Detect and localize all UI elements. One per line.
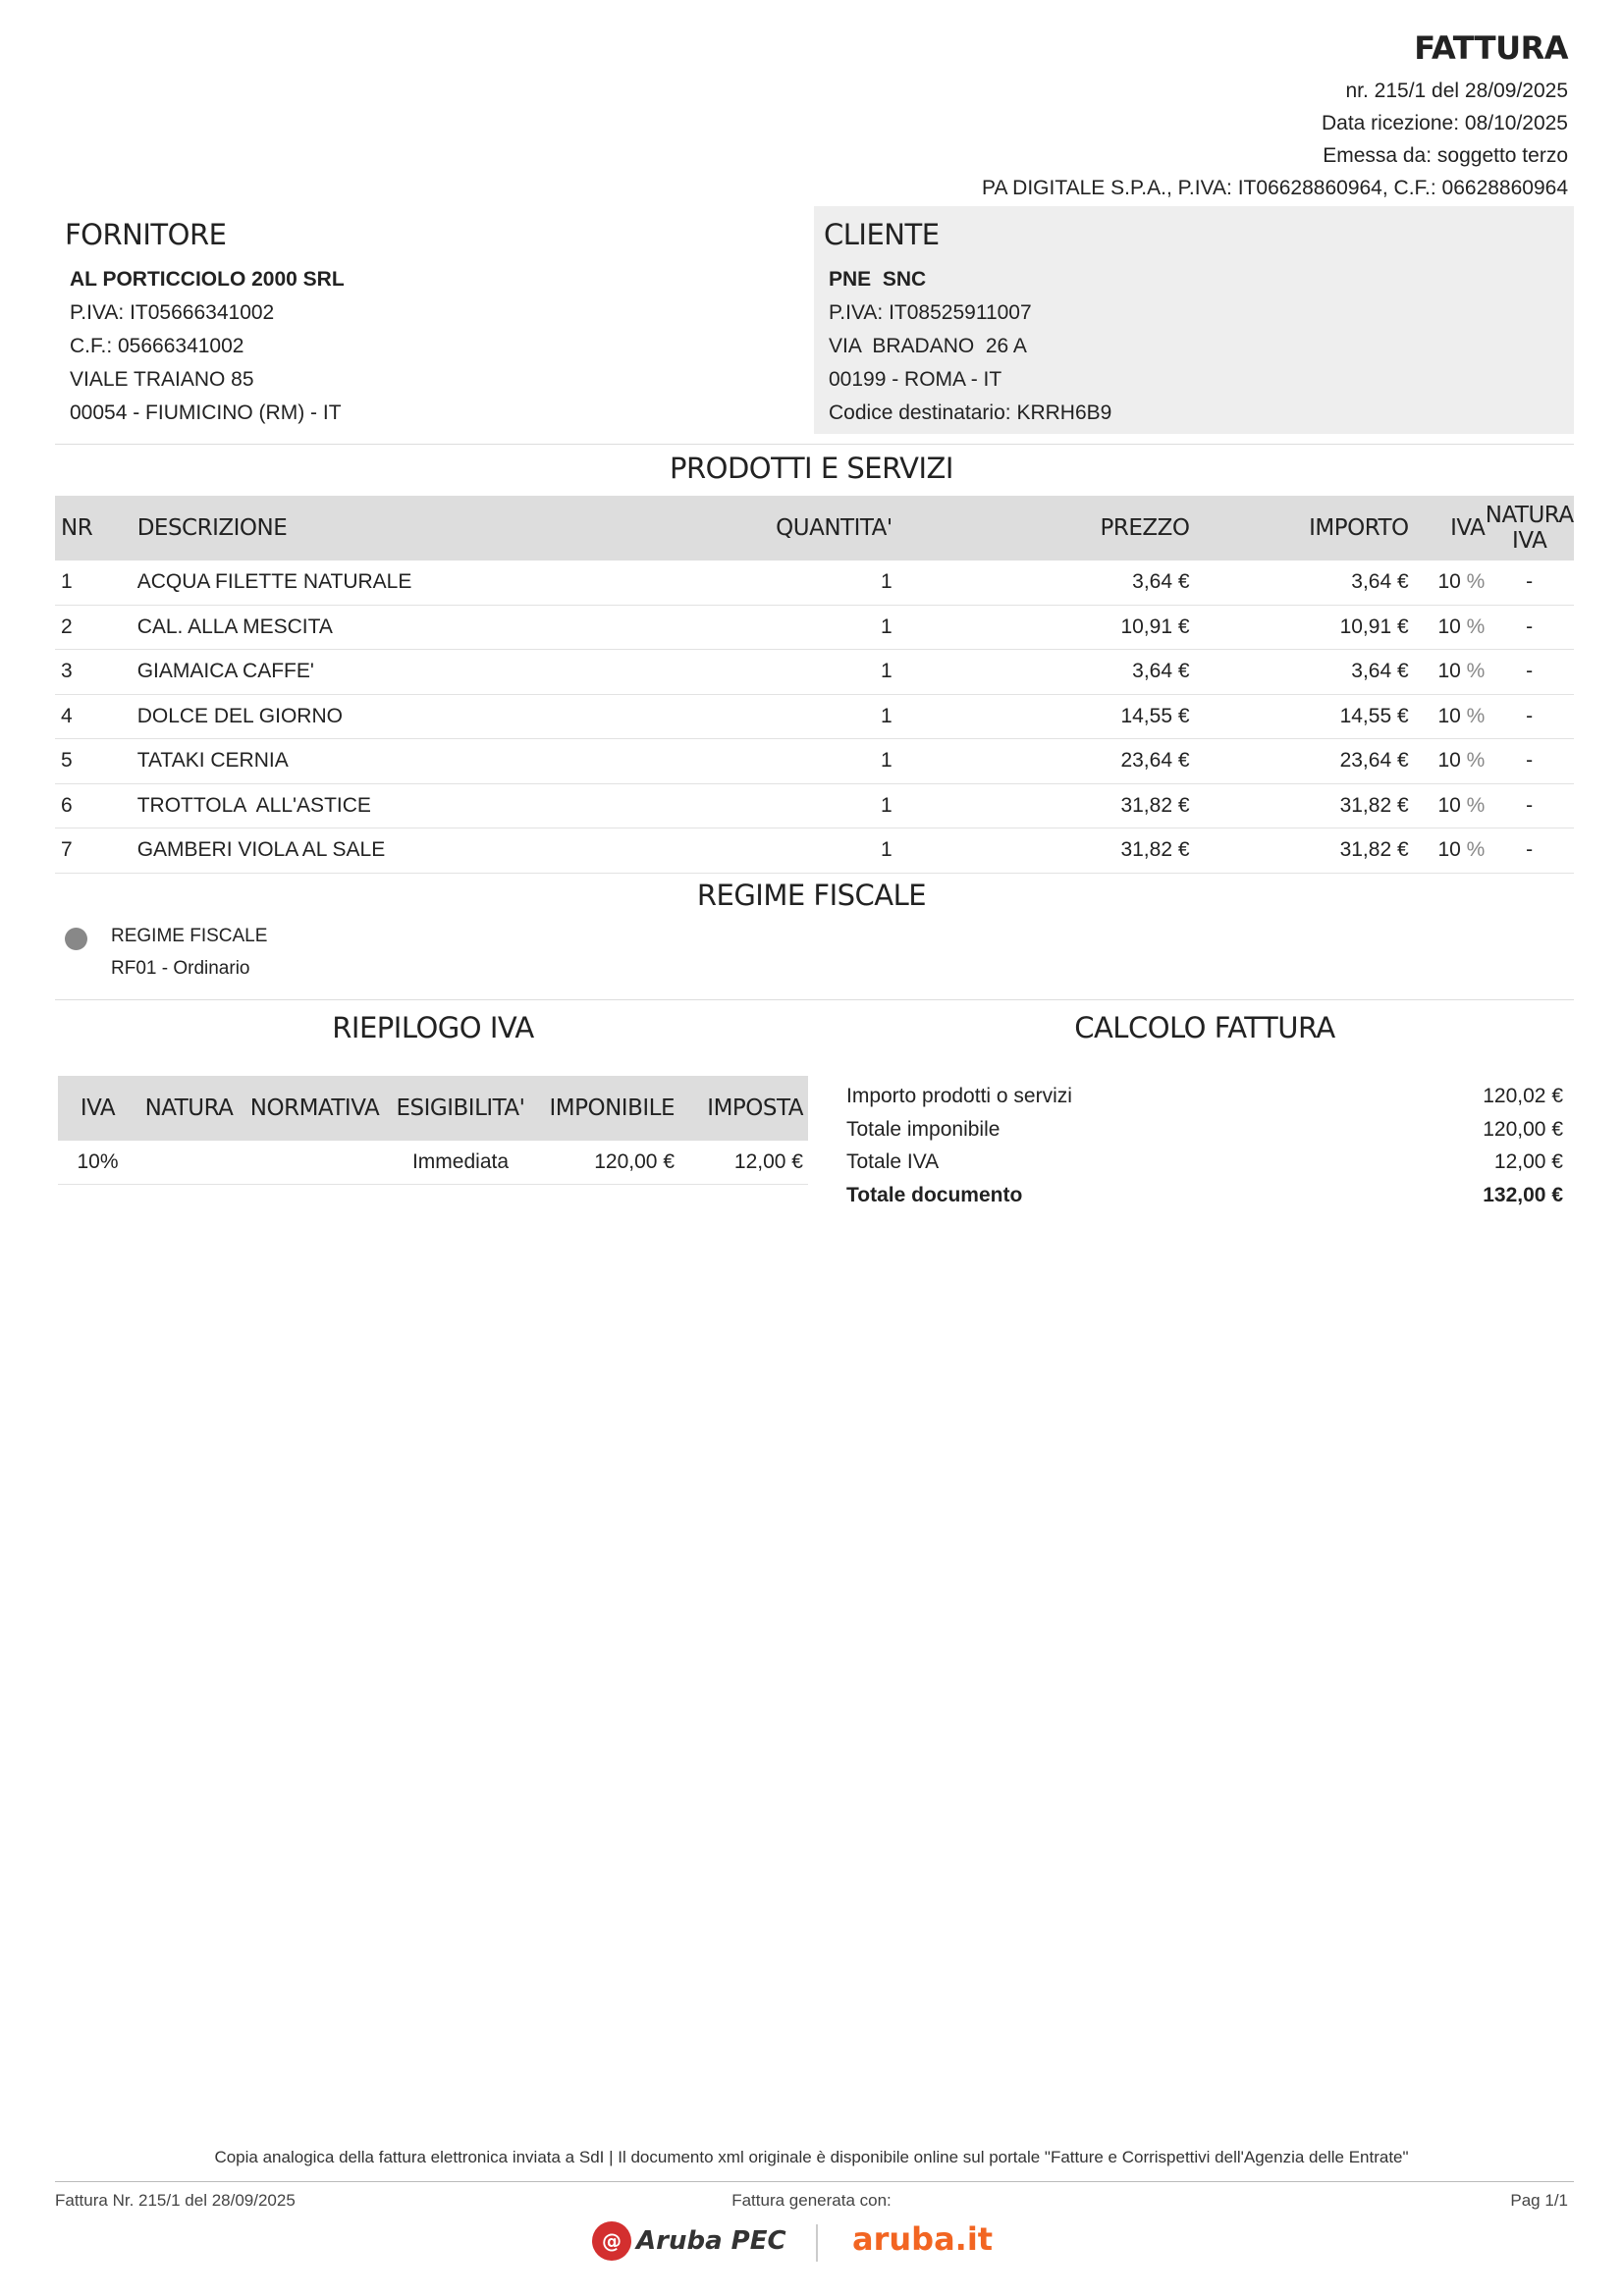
- row-amount: 10,91 €: [1339, 614, 1409, 638]
- table-row: [55, 650, 1574, 695]
- col-imponibile: IMPONIBILE: [549, 1095, 675, 1121]
- client-box: [814, 206, 1574, 434]
- col-norm: NORMATIVA: [249, 1095, 380, 1121]
- row-quantity: 1: [881, 614, 893, 638]
- calc-heading: CALCOLO FATTURA: [1074, 1011, 1335, 1044]
- row-description: TATAKI CERNIA: [136, 749, 289, 773]
- row-amount: 31,82 €: [1339, 838, 1409, 862]
- calc-box: [846, 1080, 1563, 1211]
- row-iva: [1409, 838, 1486, 862]
- supplier-address: VIALE TRAIANO 85: [70, 368, 254, 391]
- footer-logos: [589, 2216, 1001, 2266]
- iva-summary-table: [58, 1076, 808, 1185]
- row-iva: [1409, 660, 1486, 683]
- row-description: CAL. ALLA MESCITA: [136, 614, 333, 638]
- row-iva-percent: %: [1466, 570, 1486, 594]
- row-iva: [1409, 794, 1486, 818]
- document-title: FATTURA: [1414, 29, 1568, 67]
- calc-row-total: [846, 1179, 1563, 1212]
- aruba-it-logo-text: aruba.it: [852, 2220, 994, 2258]
- row-nr: 6: [61, 793, 73, 817]
- footer-generated-with: Fattura generata con:: [731, 2191, 892, 2210]
- row-quantity: 1: [881, 660, 893, 683]
- calc-vat-label: Totale IVA: [846, 1150, 940, 1173]
- row-amount: 23,64 €: [1339, 749, 1409, 773]
- invoice-number: nr. 215/1 del 28/09/2025: [1345, 80, 1568, 102]
- row-iva-value: 10: [1437, 704, 1461, 727]
- aruba-logos-icon: [589, 2216, 1001, 2266]
- col-imposta: IMPOSTA: [707, 1095, 803, 1121]
- client-address: VIA BRADANO 26 A: [829, 335, 1027, 357]
- row-nr: 7: [61, 838, 73, 862]
- row-iva-percent: %: [1466, 660, 1486, 683]
- row-iva-value: 10: [1437, 749, 1461, 773]
- row-iva-percent: %: [1466, 614, 1486, 638]
- row-price: 31,82 €: [1120, 793, 1190, 817]
- reception-date: Data ricezione: 08/10/2025: [1321, 112, 1568, 134]
- iva-rate: 10%: [77, 1150, 119, 1173]
- aruba-pec-logo-text: Aruba PEC: [636, 2226, 786, 2256]
- calc-total-label: Totale documento: [846, 1183, 1023, 1206]
- table-row: [58, 1141, 808, 1185]
- row-description: GIAMAICA CAFFE': [136, 660, 314, 683]
- supplier-name: AL PORTICCIOLO 2000 SRL: [70, 268, 345, 291]
- col-nature: NATURA IVA: [1485, 503, 1574, 554]
- row-price: 10,91 €: [1120, 614, 1190, 638]
- calc-row-products: [846, 1080, 1563, 1113]
- products-table: [55, 496, 1574, 874]
- client-name: PNE SNC: [829, 268, 927, 291]
- footer-note: Copia analogica della fattura elettronica inviata a SdI | Il documento xml originale è disponibile online sul portale "Fatture e Corrispettivi dell'Agenzia delle Entrate": [214, 2148, 1409, 2166]
- row-description: GAMBERI VIOLA AL SALE: [136, 838, 386, 862]
- row-description: ACQUA FILETTE NATURALE: [136, 570, 412, 594]
- row-amount: 3,64 €: [1351, 660, 1409, 683]
- table-row: [55, 695, 1574, 740]
- row-iva: [1409, 615, 1486, 639]
- row-quantity: 1: [881, 704, 893, 727]
- row-iva-percent: %: [1466, 749, 1486, 773]
- row-iva-value: 10: [1437, 570, 1461, 594]
- footer-divider: [55, 2181, 1574, 2182]
- calc-taxable-label: Totale imponibile: [846, 1117, 1001, 1141]
- divider: [55, 444, 1574, 445]
- row-description: TROTTOLA ALL'ASTICE: [136, 793, 371, 817]
- row-iva-percent: %: [1466, 704, 1486, 727]
- col-nature: NATURA: [144, 1095, 234, 1121]
- row-nature: -: [1526, 838, 1534, 862]
- row-quantity: 1: [881, 793, 893, 817]
- client-recipient-code: Codice destinatario: KRRH6B9: [829, 401, 1112, 424]
- calc-row-taxable: [846, 1113, 1563, 1147]
- regime-label: REGIME FISCALE: [111, 926, 268, 946]
- supplier-city: 00054 - FIUMICINO (RM) - IT: [70, 401, 342, 424]
- row-iva: [1409, 570, 1486, 594]
- row-amount: 14,55 €: [1339, 704, 1409, 727]
- row-price: 31,82 €: [1120, 838, 1190, 862]
- supplier-box: [55, 206, 811, 434]
- calc-products-value: 120,02 €: [1483, 1085, 1563, 1107]
- col-iva: IVA: [80, 1095, 116, 1121]
- table-row: [55, 561, 1574, 606]
- row-nature: -: [1526, 749, 1534, 773]
- row-price: 14,55 €: [1120, 704, 1190, 727]
- row-iva: [1409, 749, 1486, 773]
- row-iva-percent: %: [1466, 793, 1486, 817]
- divider: [55, 999, 1574, 1000]
- calc-taxable-value: 120,00 €: [1483, 1117, 1563, 1141]
- aruba-pec-seal-glyph: @: [602, 2229, 622, 2253]
- row-description: DOLCE DEL GIORNO: [136, 704, 343, 727]
- products-heading: PRODOTTI E SERVIZI: [670, 452, 953, 485]
- row-nature: -: [1526, 660, 1534, 683]
- row-quantity: 1: [881, 749, 893, 773]
- table-row: [55, 784, 1574, 829]
- supplier-cf: C.F.: 05666341002: [70, 335, 244, 357]
- client-city: 00199 - ROMA - IT: [829, 368, 1002, 391]
- col-description: DESCRIZIONE: [136, 515, 288, 541]
- col-quantity: QUANTITA': [776, 515, 893, 541]
- calc-vat-value: 12,00 €: [1493, 1150, 1563, 1173]
- row-iva-value: 10: [1437, 614, 1461, 638]
- col-price: PREZZO: [1100, 515, 1190, 541]
- row-iva: [1409, 705, 1486, 728]
- footer-invoice-ref: Fattura Nr. 215/1 del 28/09/2025: [55, 2191, 296, 2210]
- row-price: 23,64 €: [1120, 749, 1190, 773]
- row-nature: -: [1526, 614, 1534, 638]
- row-nr: 5: [61, 749, 73, 773]
- col-nr: NR: [61, 515, 93, 541]
- row-iva-value: 10: [1437, 660, 1461, 683]
- intermediary: PA DIGITALE S.P.A., P.IVA: IT06628860964, C.F.: 06628860964: [982, 177, 1568, 199]
- row-amount: 3,64 €: [1351, 570, 1409, 594]
- col-esigibility: ESIGIBILITA': [396, 1095, 525, 1121]
- footer-page: Pag 1/1: [1510, 2191, 1568, 2210]
- table-row: [55, 739, 1574, 784]
- iva-esigibility: Immediata: [411, 1150, 510, 1173]
- col-amount: IMPORTO: [1309, 515, 1409, 541]
- row-nr: 4: [61, 704, 73, 727]
- client-piva: P.IVA: IT08525911007: [829, 301, 1032, 324]
- row-price: 3,64 €: [1132, 660, 1190, 683]
- row-nr: 3: [61, 660, 73, 683]
- iva-imposta: 12,00 €: [733, 1150, 803, 1173]
- table-row: [55, 828, 1574, 874]
- supplier-piva: P.IVA: IT05666341002: [70, 301, 275, 324]
- row-amount: 31,82 €: [1339, 793, 1409, 817]
- calc-row-vat: [846, 1146, 1563, 1179]
- row-quantity: 1: [881, 838, 893, 862]
- row-iva-percent: %: [1466, 838, 1486, 862]
- iva-imponibile: 120,00 €: [594, 1150, 675, 1173]
- client-heading: CLIENTE: [824, 218, 940, 251]
- table-row: [55, 606, 1574, 651]
- row-nature: -: [1526, 570, 1534, 594]
- regime-value: RF01 - Ordinario: [111, 958, 250, 979]
- products-table-header: [55, 496, 1574, 561]
- document-header: [982, 29, 1568, 204]
- row-nature: -: [1526, 793, 1534, 817]
- issued-by: Emessa da: soggetto terzo: [1323, 144, 1568, 167]
- row-iva-value: 10: [1437, 793, 1461, 817]
- row-price: 3,64 €: [1132, 570, 1190, 594]
- iva-summary-heading: RIEPILOGO IVA: [332, 1011, 534, 1044]
- row-nr: 2: [61, 614, 73, 638]
- calc-total-value: 132,00 €: [1483, 1183, 1563, 1206]
- iva-summary-header: [58, 1076, 808, 1141]
- col-iva: IVA: [1450, 515, 1486, 541]
- row-quantity: 1: [881, 570, 893, 594]
- row-nr: 1: [61, 570, 73, 594]
- bullet-icon: [65, 928, 87, 950]
- row-nature: -: [1526, 704, 1534, 727]
- supplier-heading: FORNITORE: [65, 218, 227, 251]
- row-iva-value: 10: [1437, 838, 1461, 862]
- calc-products-label: Importo prodotti o servizi: [846, 1085, 1072, 1107]
- regime-heading: REGIME FISCALE: [696, 879, 927, 912]
